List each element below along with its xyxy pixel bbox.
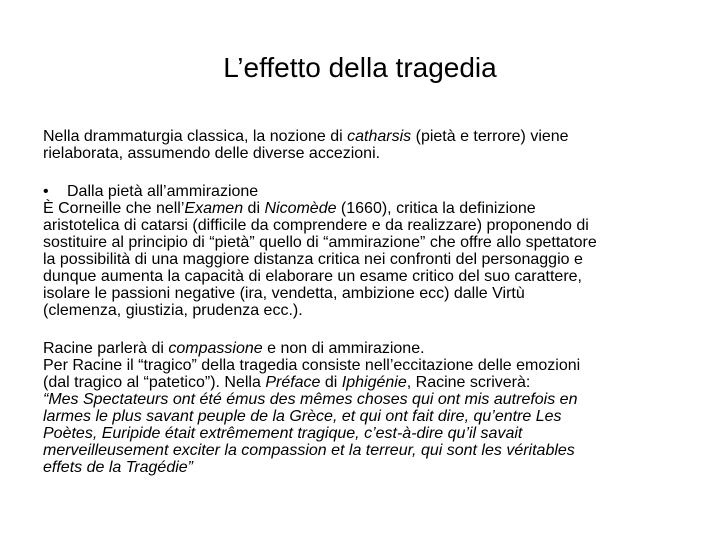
corneille-text: (1660), critica la definizione <box>336 200 536 217</box>
corneille-line-6: isolare le passioni negative (ira, vendetta, ambizione ecc) dalle Virtù <box>43 285 525 302</box>
compassione-term: compassione <box>168 340 263 357</box>
intro-line-1 <box>43 128 683 145</box>
corneille-line-1 <box>43 200 683 217</box>
iphigenie-title: Iphigénie <box>341 374 407 391</box>
intro-text: Nella drammaturgia classica, la nozione di <box>43 128 348 145</box>
racine-text: di <box>320 374 342 391</box>
intro-line-2: rielaborata, assumendo delle diverse accezioni. <box>43 145 381 162</box>
corneille-text: È Corneille che nell’ <box>43 200 185 217</box>
spacer <box>43 319 683 340</box>
quote-text: merveilleusement exciter la compassion et la terreur, qui sont les véritables <box>43 442 575 459</box>
racine-line-2: Per Racine il “tragico” della tragedia consiste nell’eccitazione delle emozioni <box>43 357 581 374</box>
intro-text: (pietà e terrore) viene <box>411 128 569 145</box>
bullet-icon: • <box>43 183 49 200</box>
bullet-text: Dalla pietà all’ammirazione <box>67 183 259 200</box>
nicomede-title: Nicomède <box>264 200 337 217</box>
corneille-line-3: sostituire al principio di “pietà” quello di “ammirazione” che offre allo spettatore <box>43 234 597 251</box>
preface-title: Préface <box>265 374 321 391</box>
slide-body <box>43 128 683 476</box>
corneille-line-7: (clemenza, giustizia, prudenza ecc.). <box>43 302 303 319</box>
quote-text: effets de la Tragédie” <box>43 459 194 476</box>
bullet-item <box>43 183 683 200</box>
corneille-line-4: la possibilità di una maggiore distanza critica nei confronti del personaggio e <box>43 251 583 268</box>
quote-text: larmes le plus savant peuple de la Grèce, et qui ont fait dire, qu’entre Les <box>43 408 562 425</box>
racine-line-3 <box>43 374 683 391</box>
catharsis-term: catharsis <box>347 128 412 145</box>
quote-line-2 <box>43 408 683 425</box>
quote-text: Poètes, Euripide était extrêmement tragique, c’est-à-dire qu’il savait <box>43 425 523 442</box>
racine-text: (dal tragico al “patetico”). Nella <box>43 374 266 391</box>
racine-text: Racine parlerà di <box>43 340 169 357</box>
racine-text: , Racine scriverà: <box>406 374 531 391</box>
corneille-line-5: dunque aumenta la capacità di elaborare un esame critico del suo carattere, <box>43 268 582 285</box>
quote-line-1 <box>43 391 683 408</box>
racine-line-1 <box>43 340 683 357</box>
corneille-line-2: aristotelica di catarsi (difficile da comprendere e da realizzare) proponendo di <box>43 217 589 234</box>
examen-title: Examen <box>184 200 244 217</box>
racine-text: e non di ammirazione. <box>262 340 425 357</box>
quote-line-3 <box>43 425 683 442</box>
slide-title: L’effetto della tragedia <box>223 52 497 83</box>
quote-text: “Mes Spectateurs ont été émus des mêmes choses qui ont mis autrefois en <box>43 391 578 408</box>
spacer <box>43 162 683 183</box>
quote-line-5 <box>43 459 683 476</box>
corneille-text: di <box>243 200 265 217</box>
quote-line-4 <box>43 442 683 459</box>
